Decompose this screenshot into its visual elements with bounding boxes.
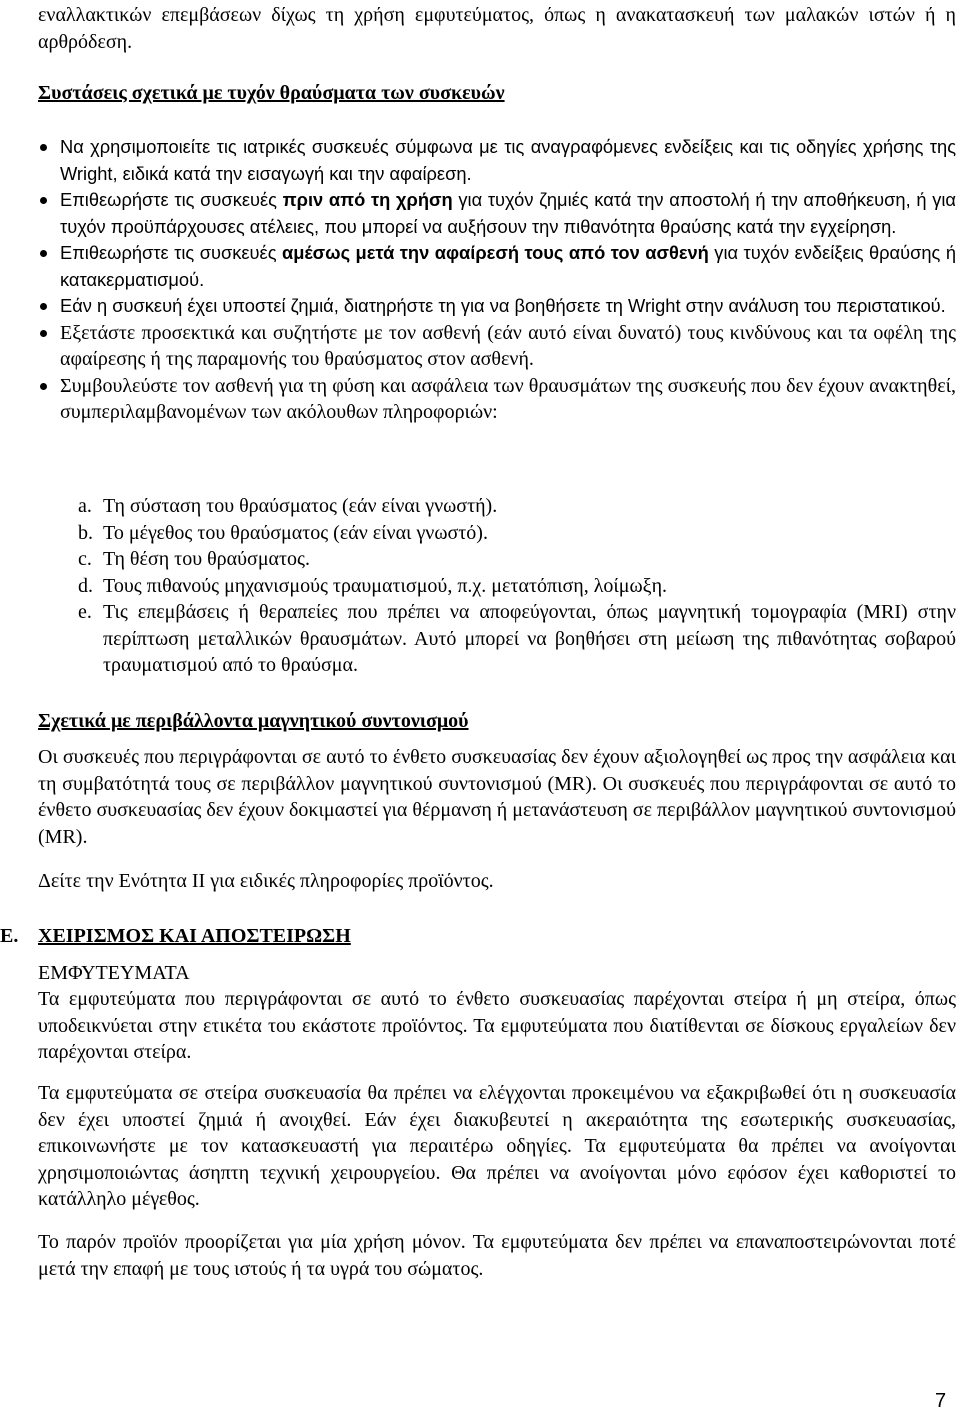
list-item: e. Τις επεμβάσεις ή θεραπείες που πρέπει να αποφεύγονται, όπως μαγνητική τομογραφία (MRI) στην περίπτωση μεταλλικών θραυσμάτων. Αυτό μπορεί να βοηθήσει στη μείωση της πιθανότητας σοβαρού τραυματισμού από το θραύσμα. — [78, 601, 956, 676]
patient-info-sublist — [78, 493, 956, 679]
list-item: d. Τους πιθανούς μηχανισμούς τραυματισμού, π.χ. μετατόπιση, λοίμωξη. — [78, 574, 668, 597]
mr-heading: Σχετικά με περιβάλλοντα μαγνητικού συντονισμού — [38, 710, 469, 732]
list-item: c. Τη θέση του θραύσματος. — [78, 548, 310, 570]
implants-paragraph-2: Τα εμφυτεύματα σε στείρα συσκευασία θα πρέπει να ελέγχονται προκειμένου να εξακριβωθεί ότι η συσκευασία δεν έχει υποστεί ζημιά ή ανοιχθεί. Εάν έχει διακυβευτεί η ακεραιότητα της εσωτερικής συσκευασίας, επικοινωνήστε με τον κατασκευαστή για περαιτέρω οδηγίες. Τα εμφυτεύματα θα πρέπει να ανοίγονται χρησιμοποιώντας άσηπτη τεχνική χειρουργείου. Θα πρέπει να ανοίγονται μόνο εφόσον έχει καθοριστεί το κατάλληλο μέγεθος. — [38, 1082, 956, 1210]
section-letter: E. — [0, 925, 19, 947]
bullet-icon — [40, 330, 47, 337]
list-item: a. Τη σύσταση του θραύσματος (εάν είναι γνωστή). — [78, 495, 498, 517]
implants-paragraph-1: Τα εμφυτεύματα που περιγράφονται σε αυτό το ένθετο συσκευασίας παρέχονται στείρα ή μη στείρα, όπως υποδεικνύεται στην ετικέτα του εκάστοτε προϊόντος. Τα εμφυτεύματα που διατίθενται σε δίσκους εργαλείων δεν παρέχονται στείρα. — [38, 988, 956, 1063]
section-e-heading — [0, 923, 956, 950]
bullet-icon — [40, 144, 47, 151]
list-item: Επιθεωρήστε τις συσκευές αμέσως μετά την αφαίρεσή τους από τον ασθενή για τυχόν ενδείξεις θραύσης ή κατακερματισμού. — [38, 240, 956, 293]
bullet-icon — [40, 250, 47, 257]
list-item: Να χρησιμοποιείτε τις ιατρικές συσκευές σύμφωνα με τις αναγραφόμενες ενδείξεις και τις οδηγίες χρήσης της Wright, ειδικά κατά την εισαγωγή και την αφαίρεση. — [38, 134, 956, 187]
section-title: ΧΕΙΡΙΣΜΟΣ ΚΑΙ ΑΠΟΣΤΕΙΡΩΣΗ — [38, 925, 351, 947]
page-number: 7 — [935, 1390, 947, 1412]
intro-paragraph: εναλλακτικών επεμβάσεων δίχως τη χρήση εμφυτεύματος, όπως η ανακατασκευή των μαλακών ιστών ή η αρθρόδεση. — [38, 4, 956, 53]
bullet-icon — [40, 197, 47, 204]
list-item: Συμβουλεύστε τον ασθενή για τη φύση και ασφάλεια των θραυσμάτων της συσκευής που δεν έχουν ανακτηθεί, συμπεριλαμβανομένων των ακόλουθων πληροφοριών: — [38, 373, 956, 426]
list-item: Εξετάστε προσεκτικά και συζητήστε με τον ασθενή (εάν αυτό είναι δυνατό) τους κινδύνους και τα οφέλη της αφαίρεσης ή της παραμονής του θραύσματος στον ασθενή. — [38, 320, 956, 373]
list-item: Εάν η συσκευή έχει υποστεί ζημιά, διατηρήστε τη για να βοηθήσετε τη Wright στην ανάλυση του περιστατικού. — [38, 293, 956, 320]
fragments-heading: Συστάσεις σχετικά με τυχόν θραύσματα των συσκευών — [38, 82, 505, 104]
list-item: Επιθεωρήστε τις συσκευές πριν από τη χρήση για τυχόν ζημιές κατά την αποστολή ή την αποθήκευση, ή για τυχόν προϋπάρχουσες ατέλειες, που μπορεί να αυξήσουν την πιθανότητα θραύσης κατά την εγχείρηση. — [38, 187, 956, 240]
implants-paragraph-3: Το παρόν προϊόν προορίζεται για μία χρήση μόνον. Τα εμφυτεύματα δεν πρέπει να επαναποστειρώνονται ποτέ μετά την επαφή με τους ιστούς ή τα υγρά του σώματος. — [38, 1231, 956, 1280]
implants-heading: ΕΜΦΥΤΕΥΜΑΤΑ — [38, 962, 190, 984]
bullet-icon — [40, 383, 47, 390]
mr-section-reference: Δείτε την Ενότητα II για ειδικές πληροφορίες προϊόντος. — [38, 870, 494, 892]
list-item: b. Το μέγεθος του θραύσματος (εάν είναι γνωστό). — [78, 521, 488, 544]
mr-paragraph: Οι συσκευές που περιγράφονται σε αυτό το ένθετο συσκευασίας δεν έχουν αξιολογηθεί ως προς την ασφάλεια και τη συμβατότητά τους σε περιβάλλον μαγνητικού συντονισμού (MR). Οι συσκευές που περιγράφονται σε αυτό το ένθετο συσκευασίας δεν έχουν δοκιμαστεί για θέρμανση ή μετανάστευση σε περιβάλλον μαγνητικού συντονισμού (MR). — [38, 746, 957, 848]
bullet-icon — [40, 303, 47, 310]
fragment-recommendations-list — [38, 134, 956, 426]
